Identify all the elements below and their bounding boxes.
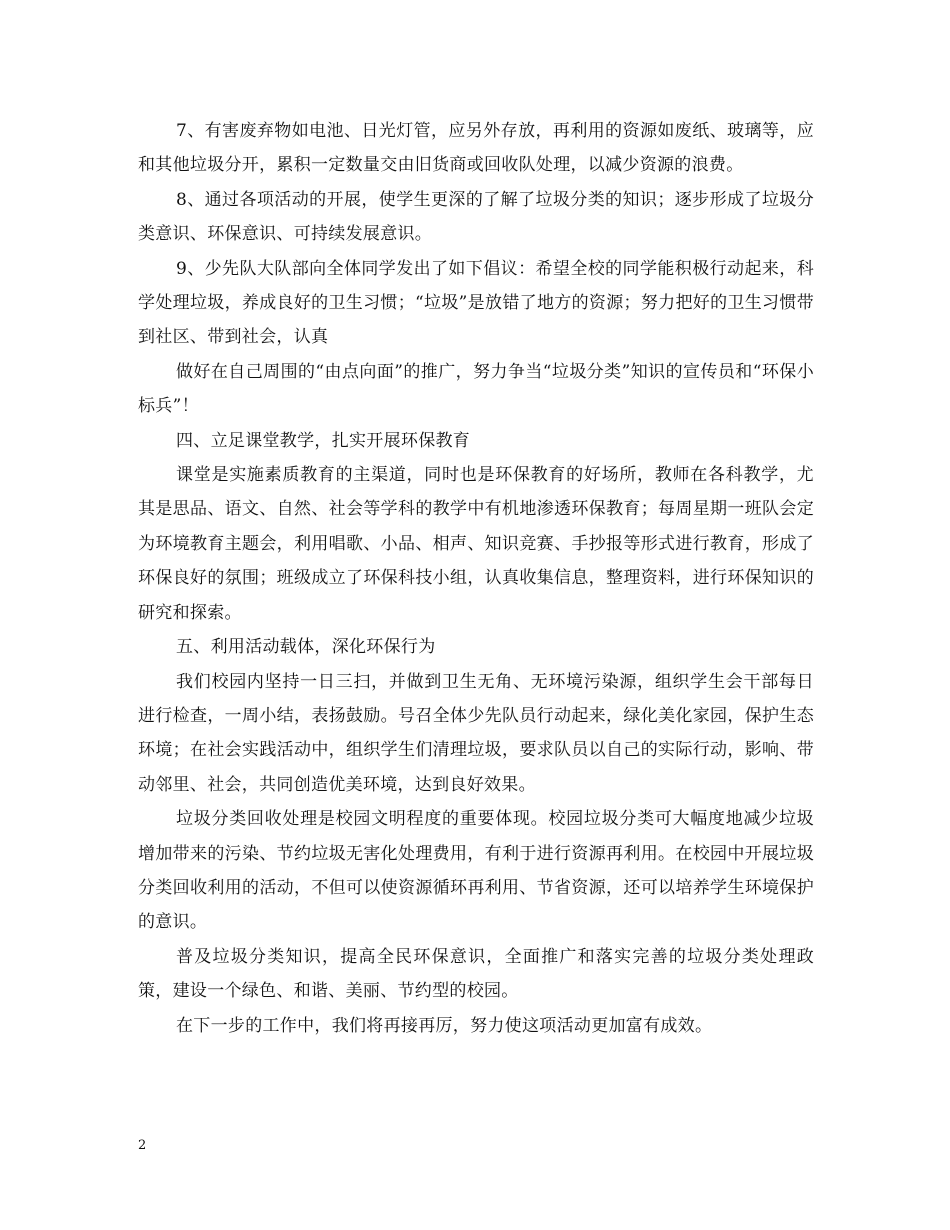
page-number: 2 [138,1138,147,1153]
paragraph-waste-sorting: 垃圾分类回收处理是校园文明程度的重要体现。校园垃圾分类可大幅度地减少垃圾增加带来的污染、节约垃圾无害化处理费用，有利于进行资源再利用。在校园中开展垃圾分类回收利用的活动，不但可以使资源循环再利用、节省资源，还可以培养学生环境保护的意识。 [138,809,814,933]
paragraph-campus-cleaning: 我们校园内坚持一日三扫，并做到卫生无角、无环境污染源，组织学生会干部每日进行检查，一周小结，表扬鼓励。号召全体少先队员行动起来，绿化美化家园，保护生态环境；在社会实践活动中，组织学生们清理垃圾，要求队员以自己的实际行动，影响、带动邻里、社会，共同创造优美环境，达到良好效果。 [138,671,814,795]
paragraph-item-8: 8、通过各项活动的开展，使学生更深的了解了垃圾分类的知识；逐步形成了垃圾分类意识、环保意识、可持续发展意识。 [138,189,814,245]
paragraph-item-7: 7、有害废弃物如电池、日光灯管，应另外存放，再利用的资源如废纸、玻璃等，应和其他垃圾分开，累积一定数量交由旧货商或回收队处理，以减少资源的浪费。 [138,121,814,176]
paragraph-popularize-knowledge: 普及垃圾分类知识，提高全民环保意识，全面推广和落实完善的垃圾分类处理政策，建设一个绿色、和谐、美丽、节约型的校园。 [138,946,814,1002]
paragraph-classroom-teaching: 课堂是实施素质教育的主渠道，同时也是环保教育的好场所，教师在各科教学，尤其是思品、语文、自然、社会等学科的教学中有机地渗透环保教育；每周星期一班队会定为环境教育主题会，利用唱歌、小品、相声、知识竞赛、手抄报等形式进行教育，形成了环保良好的氛围；班级成立了环保科技小组，认真收集信息，整理资料，进行环保知识的研究和探索。 [138,465,814,623]
paragraph-item-9-continued: 做好在自己周围的“由点向面”的推广，努力争当“垃圾分类”知识的宣传员和“环保小标兵”！ [138,361,814,417]
document-body [138,114,814,1043]
paragraph-next-steps: 在下一步的工作中，我们将再接再厉，努力使这项活动更加富有成效。 [176,1015,713,1036]
paragraph-item-9: 9、少先队大队部向全体同学发出了如下倡议：希望全校的同学能积极行动起来，科学处理垃圾，养成良好的卫生习惯；“垃圾”是放错了地方的资源；努力把好的卫生习惯带到社区、带到社会，认真 [138,258,814,348]
section-heading-classroom: 四、立足课堂教学，扎实开展环保教育 [176,430,471,451]
section-heading-activities: 五、利用活动载体，深化环保行为 [176,637,436,658]
